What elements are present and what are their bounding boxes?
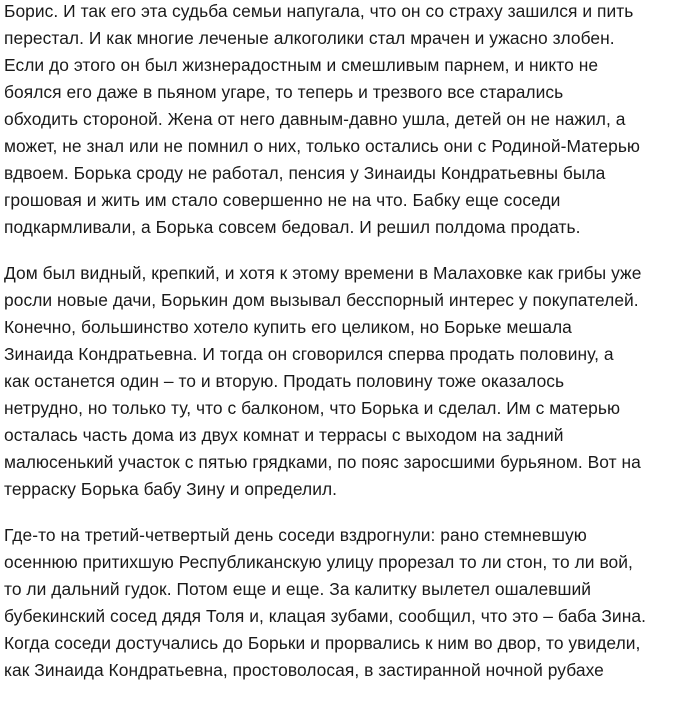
text-line: росли новые дачи, Борькин дом вызывал бесспорный интерес у покупателей.: [4, 290, 639, 310]
text-line: осталась часть дома из двух комнат и террасы с выходом на задний: [4, 425, 564, 445]
text-line: боялся его даже в пьяном угаре, то теперь и трезвого все старались: [4, 82, 564, 102]
text-line: может, не знал или не помнил о них, только остались они с Родиной-Матерью: [4, 136, 641, 156]
text-line: как Зинаида Кондратьевна, простоволосая, в застиранной ночной рубахе: [4, 660, 604, 680]
text-line: осеннюю притихшую Республиканскую улицу прорезал то ли стон, то ли вой,: [4, 552, 633, 572]
text-line: обходить стороной. Жена от него давным-давно ушла, детей он не нажил, а: [4, 109, 626, 129]
paragraph-3: [4, 522, 698, 684]
text-line: терраску Борька бабу Зину и определил.: [4, 479, 338, 499]
text-line: вдвоем. Борька сроду не работал, пенсия у Зинаиды Кондратьевны была: [4, 163, 606, 183]
text-line: Когда соседи достучались до Борьки и прорвались к ним во двор, то увидели,: [4, 633, 641, 653]
text-line: Где-то на третий-четвертый день соседи вздрогнули: рано стемневшую: [4, 525, 587, 545]
text-line: Борис. И так его эта судьба семьи напугала, что он со страху зашился и пить: [4, 1, 634, 21]
text-line: грошовая и жить им стало совершенно не на что. Бабку еще соседи: [4, 190, 561, 210]
text-line: Конечно, большинство хотело купить его целиком, но Борьке мешала: [4, 317, 572, 337]
text-line: Если до этого он был жизнерадостным и смешливым парнем, и никто не: [4, 55, 599, 75]
text-line: бубекинский сосед дядя Толя и, клацая зубами, сообщил, что это – баба Зина.: [4, 606, 646, 626]
article-body: [4, 0, 698, 703]
paragraph-1: [4, 0, 698, 241]
text-line: нетрудно, но только ту, что с балконом, что Борька и сделал. Им с матерью: [4, 398, 621, 418]
text-line: Дом был видный, крепкий, и хотя к этому времени в Малаховке как грибы уже: [4, 263, 642, 283]
text-line: как останется один – то и вторую. Продать половину тоже оказалось: [4, 371, 565, 391]
text-line: Зинаида Кондратьевна. И тогда он сговорился сперва продать половину, а: [4, 344, 614, 364]
text-line: малюсенький участок с пятью грядками, по пояс заросшими бурьяном. Вот на: [4, 452, 641, 472]
text-line: перестал. И как многие леченые алкоголики стал мрачен и ужасно злобен.: [4, 28, 615, 48]
text-line: то ли дальний гудок. Потом еще и еще. За калитку вылетел ошалевший: [4, 579, 592, 599]
paragraph-2: [4, 260, 698, 503]
text-line: подкармливали, а Борька совсем бедовал. И решил полдома продать.: [4, 217, 581, 237]
